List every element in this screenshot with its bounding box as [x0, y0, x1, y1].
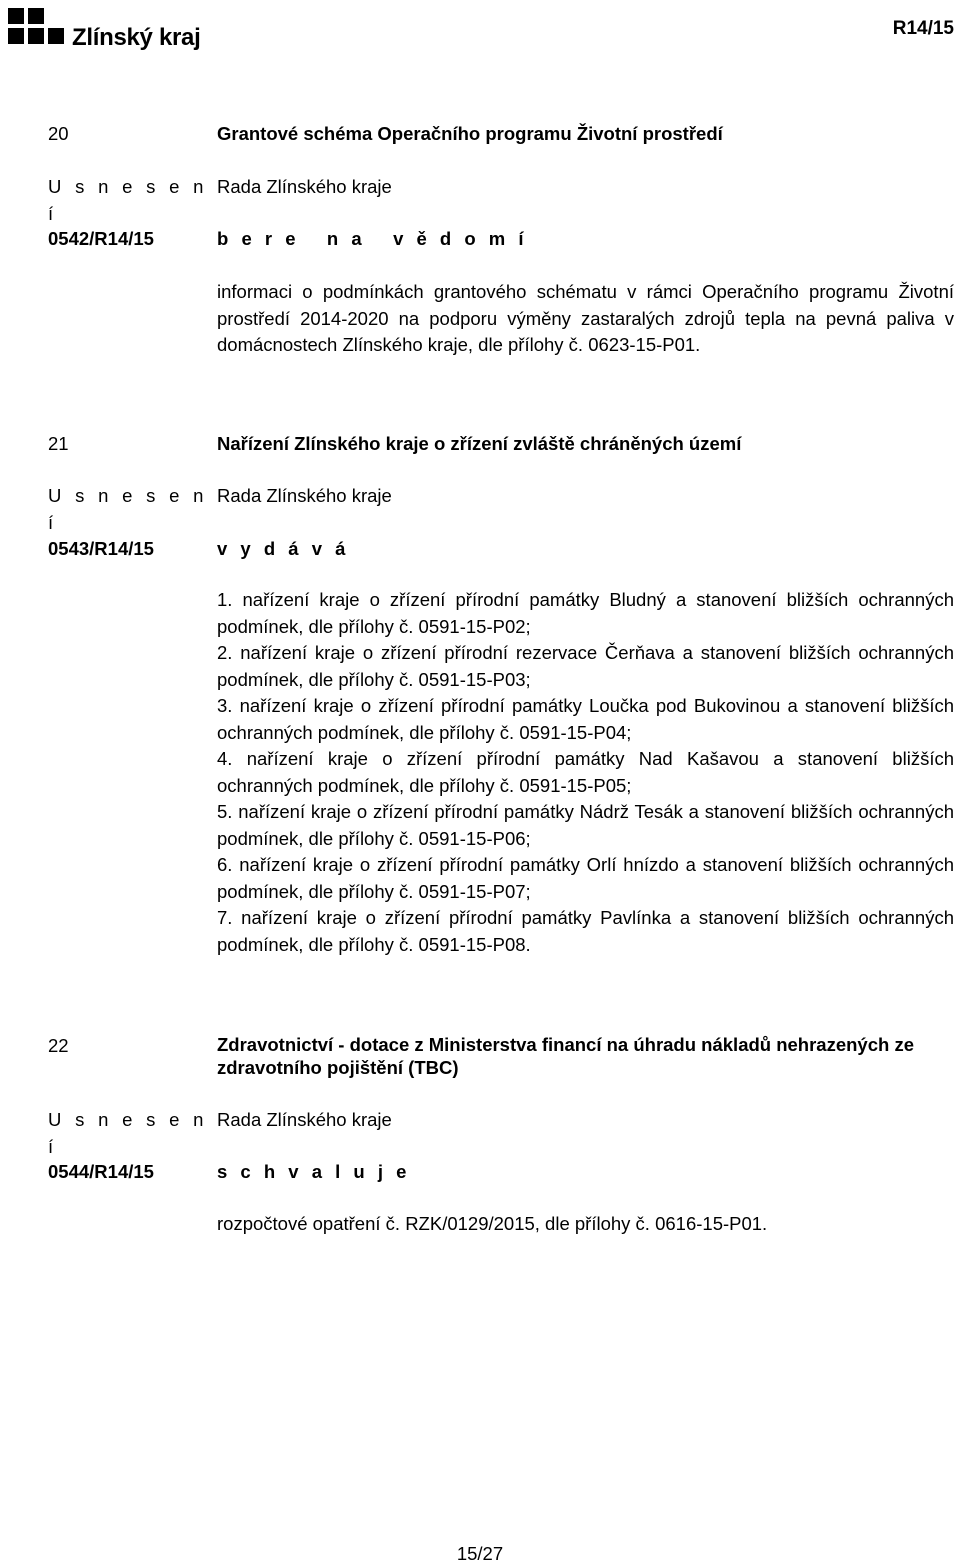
resolution-verb: v y d á v á: [217, 538, 350, 559]
list-item: 1. nařízení kraje o zřízení přírodní památky Bludný a stanovení bližších ochranných podmínek, dle přílohy č. 0591-15-P02;: [217, 589, 954, 637]
section-title: Zdravotnictví - dotace z Ministerstva financí na úhradu nákladů nehrazených ze zdravotního pojištění (TBC): [217, 1034, 914, 1078]
resolution-label: U s n e s e n í: [48, 176, 208, 224]
resolution-body: Rada Zlínského kraje: [217, 485, 392, 506]
document-code: R14/15: [892, 18, 954, 39]
resolution-body: Rada Zlínského kraje: [217, 176, 392, 197]
resolution-id: 0542/R14/15: [48, 228, 154, 249]
resolution-id: 0544/R14/15: [48, 1161, 154, 1182]
logo-text: Zlínský kraj: [72, 24, 201, 51]
resolution-label: U s n e s e n í: [48, 485, 208, 533]
list-item: 7. nařízení kraje o zřízení přírodní památky Pavlínka a stanovení bližších ochranných podmínek, dle přílohy č. 0591-15-P08.: [217, 907, 954, 955]
page-number: 15/27: [456, 1543, 504, 1561]
resolution-id: 0543/R14/15: [48, 538, 154, 559]
resolution-verb: s c h v a l u j e: [217, 1161, 411, 1182]
list-item: 3. nařízení kraje o zřízení přírodní památky Loučka pod Bukovinou a stanovení bližších ochranných podmínek, dle přílohy č. 0591-15-P04;: [217, 695, 954, 743]
resolution-verb: b e r e n a v ě d o m í: [217, 228, 528, 249]
logo-squares-icon: [8, 8, 66, 54]
section-number: 21: [48, 433, 69, 454]
section-title: Grantové schéma Operačního programu Životní prostředí: [217, 123, 723, 144]
list-item: 2. nařízení kraje o zřízení přírodní rezervace Čerňava a stanovení bližších ochranných podmínek, dle přílohy č. 0591-15-P03;: [217, 642, 954, 690]
section-title: Nařízení Zlínského kraje o zřízení zvláště chráněných území: [217, 433, 742, 454]
resolution-content: informaci o podmínkách grantového schématu v rámci Operačního programu Životní prostředí 2014-2020 na podporu výměny zastaralých zdrojů tepla na pevná paliva v domácnostech Zlínského kraje, dle přílohy č. 0623-15-P01.: [217, 281, 954, 355]
list-item: 6. nařízení kraje o zřízení přírodní památky Orlí hnízdo a stanovení bližších ochranných podmínek, dle přílohy č. 0591-15-P07;: [217, 854, 954, 902]
section-number: 22: [48, 1035, 69, 1056]
resolution-content: rozpočtové opatření č. RZK/0129/2015, dle přílohy č. 0616-15-P01.: [217, 1213, 768, 1234]
regulation-list: [217, 587, 954, 958]
resolution-body: Rada Zlínského kraje: [217, 1109, 392, 1130]
section-number: 20: [48, 123, 69, 144]
list-item: 5. nařízení kraje o zřízení přírodní památky Nádrž Tesák a stanovení bližších ochranných podmínek, dle přílohy č. 0591-15-P06;: [217, 801, 954, 849]
zlinsky-kraj-logo: [8, 8, 200, 54]
list-item: 4. nařízení kraje o zřízení přírodní památky Nad Kašavou a stanovení bližších ochranných podmínek, dle přílohy č. 0591-15-P05;: [217, 748, 954, 796]
resolution-label: U s n e s e n í: [48, 1109, 208, 1157]
